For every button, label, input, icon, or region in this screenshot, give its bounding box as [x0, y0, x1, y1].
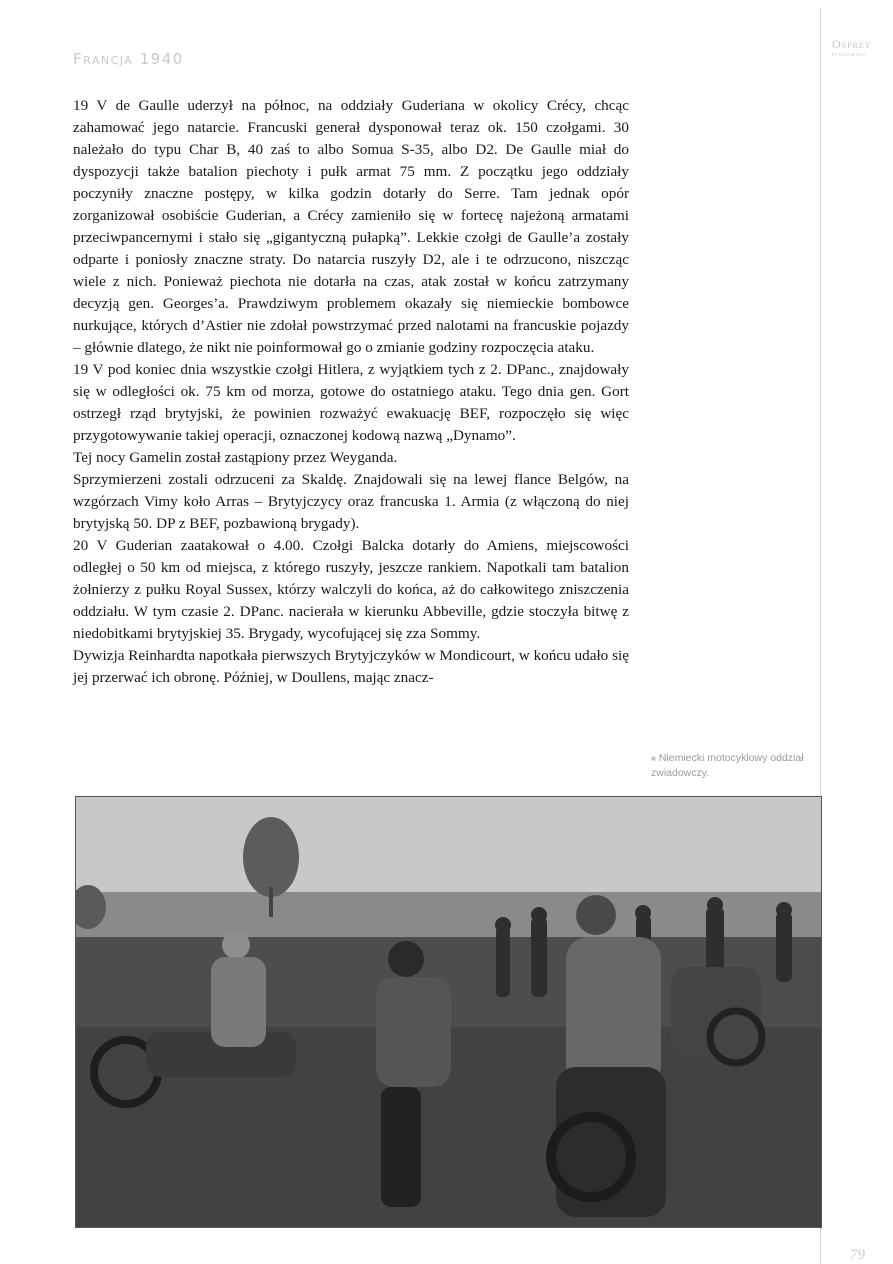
paragraph: Sprzymierzeni zostali odrzuceni za Skaldę. Znajdowali się na lewej flance Belgów, na wzgórzach Vimy koło Arras – Brytyjczycy oraz francuska 1. Armia (z włączoną do niej brytyjską 50. DP z BEF, pozbawioną brygady). — [73, 471, 629, 532]
paragraph: 19 V de Gaulle uderzył na północ, na oddziały Guderiana w okolicy Crécy, chcąc zahamować jego natarcie. Francuski generał dysponował teraz ok. 150 czołgami. 30 należało do typu Char B, 40 zaś to albo Somua S-35, albo D2. De Gaulle miał do dyspozycji także batalion piechoty i pułk armat 75 mm. Z początku jego oddziały poczyniły znaczne postępy, w kilka godzin dotarły do Serre. Tam jednak opór zorganizował osobiście Guderian, a Crécy zamieniło się w fortecę najeżoną armatami przeciwpancernymi i stało się „gigantyczną pułapką”. Lekkie czołgi de Gaulle’a zostały odparte i poniosły znaczne straty. Do natarcia ruszyły D2, ale i te odrzucono, niszcząc wiele z nich. Ponieważ piechota nie dotarła na czas, atak został w końcu zatrzymany decyzją gen. Georges’a. Prawdziwym problemem okazały się niemieckie bombowce nurkujące, których d’Astier nie zdołał powstrzymać przed nalotami na francuskie pojazdy – głównie dlatego, że nikt nie poinformował go o zmianie godziny rozpoczęcia ataku. — [73, 97, 629, 356]
paragraph: Dywizja Reinhardta napotkała pierwszych Brytyjczyków w Mondicourt, w końcu udało się jej przerwać ich obronę. Później, w Doullens, mając znacz- — [73, 647, 629, 686]
photo-illustration — [76, 797, 821, 1227]
caption-text: Niemiecki motocyklowy oddział zwiadowczy. — [651, 752, 804, 779]
page-number: 79 — [850, 1247, 865, 1263]
body-text — [73, 95, 629, 689]
paragraph: 19 V pod koniec dnia wszystkie czołgi Hitlera, z wyjątkiem tych z 2. DPanc., znajdowały się w odległości ok. 75 km od morza, gotowe do ostatniego ataku. Tego dnia gen. Gort ostrzegł rząd brytyjski, że powinien rozważyć ewakuację BEF, rozpoczęło się więc przygotowywanie takiej operacji, oznaczonej kodową nazwą „Dynamo”. — [73, 361, 629, 444]
paragraph: Tej nocy Gamelin został zastąpiony przez Weyganda. — [73, 449, 398, 466]
section-title: Francja 1940 — [73, 50, 184, 68]
publisher-sub: publishing — [832, 53, 866, 58]
historical-photo — [75, 796, 822, 1228]
publisher-logo — [832, 38, 893, 62]
caption-bullet-icon: ■ — [651, 754, 656, 763]
paragraph: 20 V Guderian zaatakował o 4.00. Czołgi Balcka dotarły do Amiens, miejscowości odległej o 50 km od miejsca, z którego ruszyły, jeszcze rankiem. Napotkali tam batalion żołnierzy z pułku Royal Sussex, którzy walczyli do końca, aż do całkowitego zniszczenia oddziału. W tym czasie 2. DPanc. nacierała w kierunku Abbeville, gdzie stoczyła bitwę z niedobitkami brytyjskiej 35. Brygady, wycofującej się zza Sommy. — [73, 537, 629, 642]
photo-caption — [651, 751, 811, 780]
publisher-name: Osprey — [832, 37, 872, 51]
